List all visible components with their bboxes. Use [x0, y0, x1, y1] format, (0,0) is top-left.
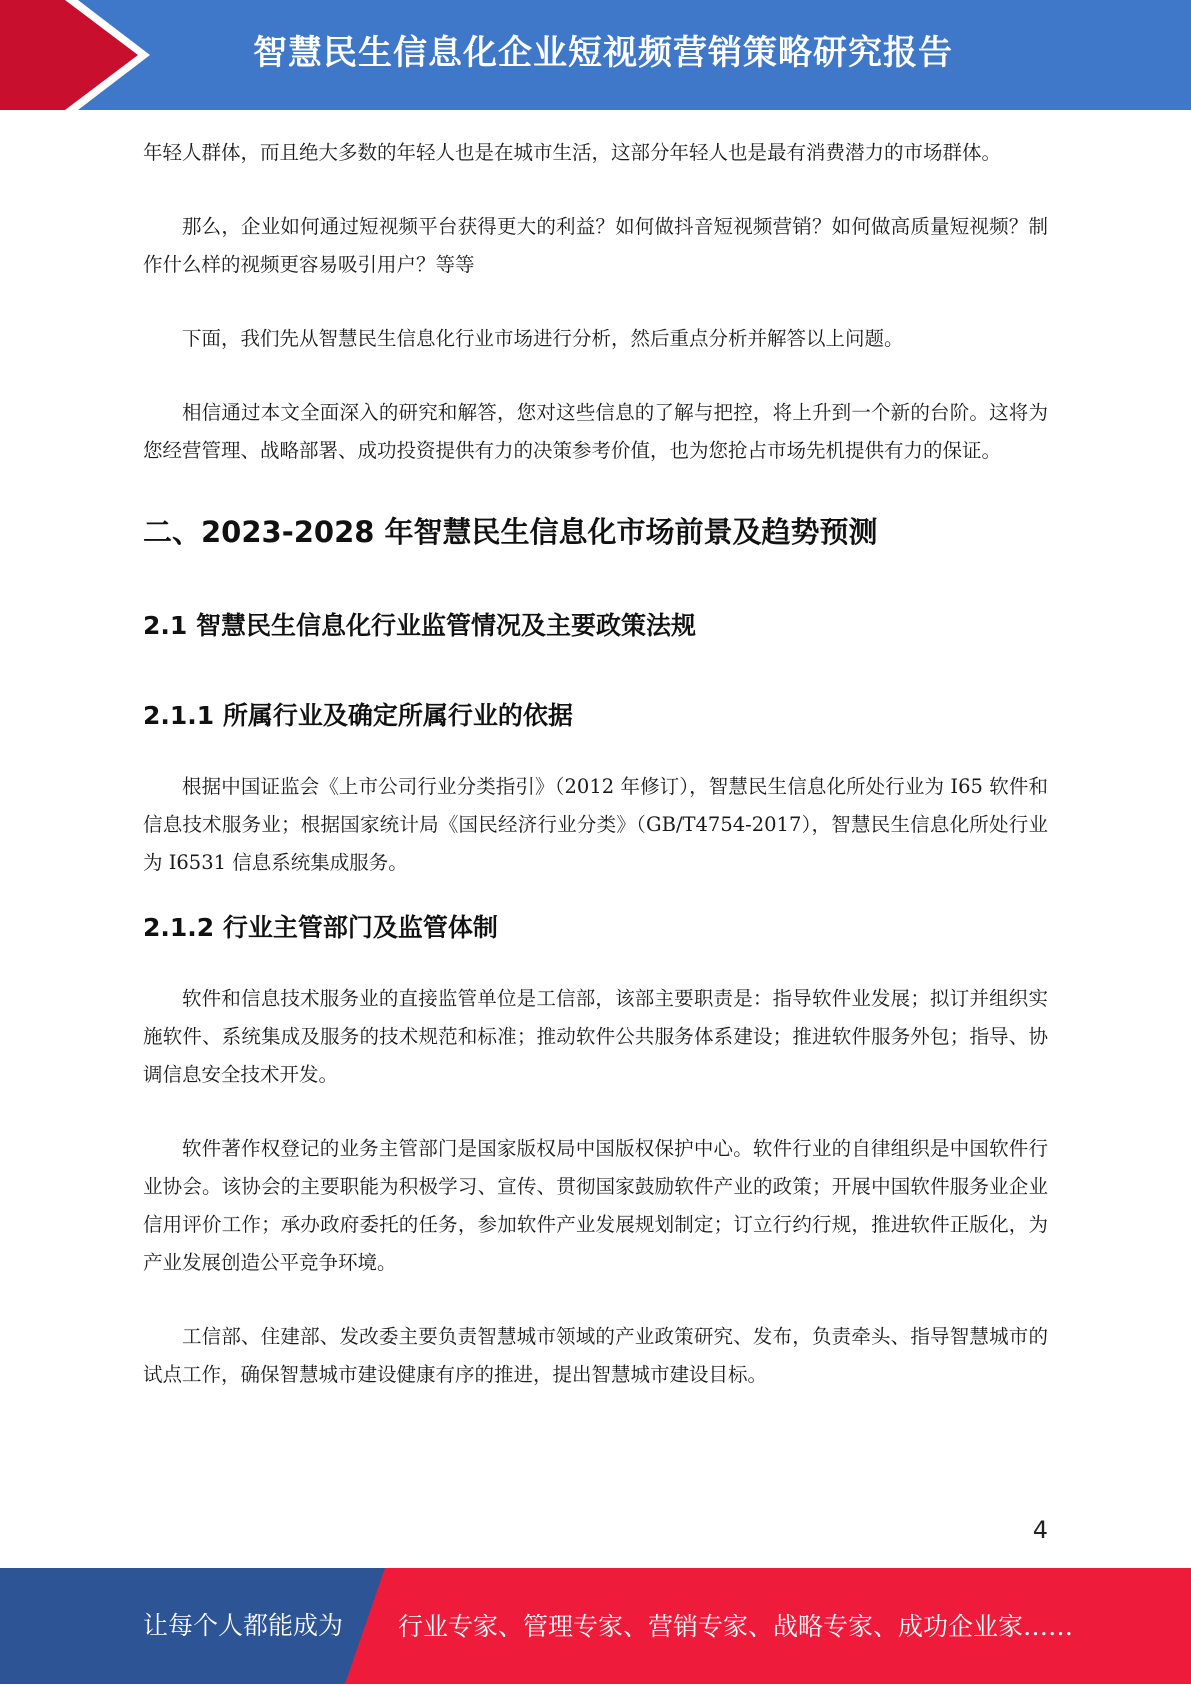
paragraph-questions: 那么，企业如何通过短视频平台获得更大的利益？如何做抖音短视频营销？如何做高质量短视频？制作什么样的视频更容易吸引用户？等等 [143, 215, 1048, 276]
document-body [143, 134, 1048, 1394]
paragraph-copyright: 软件著作权登记的业务主管部门是国家版权局中国版权保护中心。软件行业的自律组织是中国软件行业协会。该协会的主要职能为积极学习、宣传、贯彻国家鼓励软件产业的政策；开展中国软件服务业企业信用评价工作；承办政府委托的任务，参加软件产业发展规划制定；订立行约行规，推进软件正版化，为产业发展创造公平竞争环境。 [143, 1137, 1048, 1274]
paragraph-continued: 年轻人群体，而且绝大多数的年轻人也是在城市生活，这部分年轻人也是最有消费潜力的市场群体。 [143, 141, 1002, 164]
footer-slogan-left: 让每个人都能成为 [143, 1611, 344, 1640]
section-heading-2: 二、2023-2028 年智慧民生信息化市场前景及趋势预测 [143, 515, 878, 549]
paragraph-regulator: 软件和信息技术服务业的直接监管单位是工信部，该部主要职责是：指导软件业发展；拟订并组织实施软件、系统集成及服务的技术规范和标准；推动软件公共服务体系建设；推进软件服务外包；指导、协调信息安全技术开发。 [143, 987, 1048, 1086]
paragraph-intro: 下面，我们先从智慧民生信息化行业市场进行分析，然后重点分析并解答以上问题。 [182, 327, 904, 350]
paragraph-value: 相信通过本文全面深入的研究和解答，您对这些信息的了解与把控，将上升到一个新的台阶。这将为您经营管理、战略部署、成功投资提供有力的决策参考价值，也为您抢占市场先机提供有力的保证。 [143, 401, 1048, 462]
page-number: 4 [1032, 1516, 1048, 1544]
report-title: 智慧民生信息化企业短视频营销策略研究报告 [253, 33, 953, 73]
subsection-heading-2-1-1: 2.1.1 所属行业及确定所属行业的依据 [143, 701, 573, 730]
footer-slogan-right: 行业专家、管理专家、营销专家、战略专家、成功企业家…… [398, 1612, 1074, 1641]
subsection-heading-2-1-2: 2.1.2 行业主管部门及监管体制 [143, 913, 498, 942]
subsection-heading-2-1: 2.1 智慧民生信息化行业监管情况及主要政策法规 [143, 611, 696, 640]
page-footer [0, 1568, 1191, 1684]
page-header [0, 0, 1191, 110]
paragraph-smart-city: 工信部、住建部、发改委主要负责智慧城市领域的产业政策研究、发布，负责牵头、指导智慧城市的试点工作，确保智慧城市建设健康有序的推进，提出智慧城市建设目标。 [143, 1325, 1048, 1386]
paragraph-industry-classification: 根据中国证监会《上市公司行业分类指引》（2012 年修订），智慧民生信息化所处行业为 I65 软件和信息技术服务业；根据国家统计局《国民经济行业分类》（GB/T4754-2017），智慧民生信息化所处行业为 I6531 信息系统集成服务。 [143, 775, 1048, 874]
